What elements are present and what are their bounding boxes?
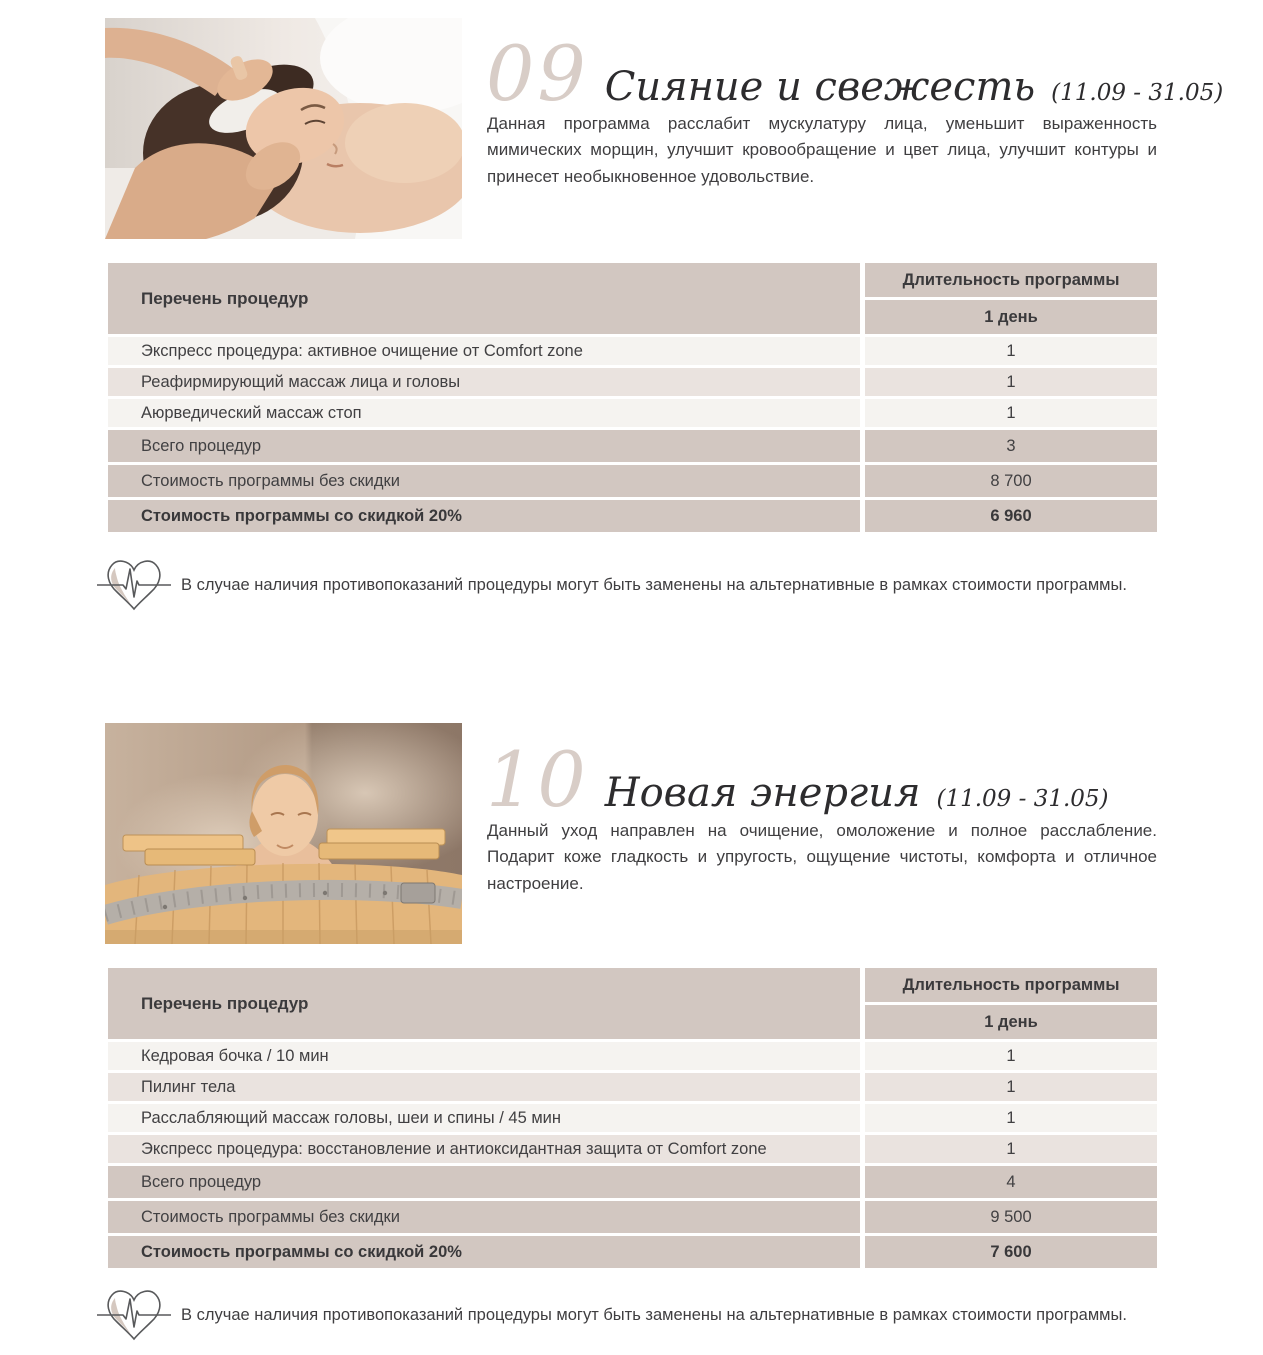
program-09-dates: (11.09 - 31.05) xyxy=(1051,80,1224,106)
procedure-label: Расслабляющий массаж головы, шеи и спины / 45 мин xyxy=(108,1104,860,1132)
table-header-row xyxy=(108,263,1157,334)
procedure-count: 1 xyxy=(865,1104,1157,1132)
summary-row-price xyxy=(108,1201,1157,1233)
procedure-count: 1 xyxy=(865,399,1157,427)
summary-row-discount-price xyxy=(108,500,1157,532)
table-row xyxy=(108,1104,1157,1132)
summary-label: Стоимость программы без скидки xyxy=(108,1201,860,1233)
program-10-dates: (11.09 - 31.05) xyxy=(936,786,1109,812)
summary-row-price xyxy=(108,465,1157,497)
summary-row-total xyxy=(108,1166,1157,1198)
table-row xyxy=(108,1042,1157,1070)
note-text: В случае наличия противопоказаний процедуры могут быть заменены на альтернативные в рамках стоимости программы. xyxy=(181,1305,1127,1324)
program-09-headline xyxy=(486,29,1224,118)
summary-value: 4 xyxy=(865,1166,1157,1198)
procedures-column-header: Перечень процедур xyxy=(108,968,860,1039)
procedure-label: Аюрведический массаж стоп xyxy=(108,399,860,427)
duration-column-subheader: 1 день xyxy=(865,1005,1157,1039)
cedar-barrel-illustration xyxy=(105,723,462,944)
program-10-headline xyxy=(486,735,1109,824)
contraindications-note xyxy=(97,1286,1163,1344)
procedure-label: Экспресс процедура: активное очищение от Comfort zone xyxy=(108,337,860,365)
facial-massage-photo xyxy=(105,18,462,239)
heart-pulse-icon xyxy=(97,1286,171,1344)
program-10-number: 10 xyxy=(486,735,589,824)
table-row xyxy=(108,399,1157,427)
cedar-barrel-photo xyxy=(105,723,462,944)
program-10-title: Новая энергия xyxy=(604,770,921,816)
duration-column-header: Длительность программы xyxy=(865,263,1157,297)
procedure-count: 1 xyxy=(865,1135,1157,1163)
procedure-count: 1 xyxy=(865,368,1157,396)
table-header-row xyxy=(108,968,1157,1039)
summary-value: 9 500 xyxy=(865,1201,1157,1233)
program-10-description: Данный уход направлен на очищение, омоложение и полное расслабление. Подарит коже гладкость и упругость, ощущение чистоты, комфорта и отличное настроение. xyxy=(487,821,1157,893)
program-09-description: Данная программа расслабит мускулатуру лица, уменьшит выраженность мимических морщин, улучшит кровообращение и цвет лица, улучшит контуры и принесет необыкновенное удовольствие. xyxy=(487,114,1157,186)
summary-value: 7 600 xyxy=(865,1236,1157,1268)
program-09-title: Сияние и свежесть xyxy=(604,64,1036,110)
summary-label: Всего процедур xyxy=(108,430,860,462)
summary-row-total xyxy=(108,430,1157,462)
summary-value: 3 xyxy=(865,430,1157,462)
procedure-count: 1 xyxy=(865,1073,1157,1101)
duration-column-header-group xyxy=(865,263,1157,334)
note-text: В случае наличия противопоказаний процедуры могут быть заменены на альтернативные в рамках стоимости программы. xyxy=(181,575,1127,594)
summary-label: Стоимость программы со скидкой 20% xyxy=(108,500,860,532)
heart-pulse-icon xyxy=(97,556,171,614)
procedures-column-header: Перечень процедур xyxy=(108,263,860,334)
contraindications-note xyxy=(97,556,1163,614)
procedure-label: Пилинг тела xyxy=(108,1073,860,1101)
table-row xyxy=(108,337,1157,365)
procedure-count: 1 xyxy=(865,1042,1157,1070)
program-09-table xyxy=(108,263,1157,535)
duration-column-header: Длительность программы xyxy=(865,968,1157,1002)
facial-massage-illustration xyxy=(105,18,462,239)
summary-row-discount-price xyxy=(108,1236,1157,1268)
procedure-label: Реафирмирующий массаж лица и головы xyxy=(108,368,860,396)
duration-column-header-group xyxy=(865,968,1157,1039)
table-row xyxy=(108,368,1157,396)
procedure-count: 1 xyxy=(865,337,1157,365)
table-row xyxy=(108,1073,1157,1101)
summary-value: 6 960 xyxy=(865,500,1157,532)
summary-label: Стоимость программы со скидкой 20% xyxy=(108,1236,860,1268)
procedure-label: Кедровая бочка / 10 мин xyxy=(108,1042,860,1070)
table-row xyxy=(108,1135,1157,1163)
duration-column-subheader: 1 день xyxy=(865,300,1157,334)
summary-label: Стоимость программы без скидки xyxy=(108,465,860,497)
summary-label: Всего процедур xyxy=(108,1166,860,1198)
program-10-table xyxy=(108,968,1157,1271)
program-09-number: 09 xyxy=(486,29,589,118)
summary-value: 8 700 xyxy=(865,465,1157,497)
procedure-label: Экспресс процедура: восстановление и антиоксидантная защита от Comfort zone xyxy=(108,1135,860,1163)
